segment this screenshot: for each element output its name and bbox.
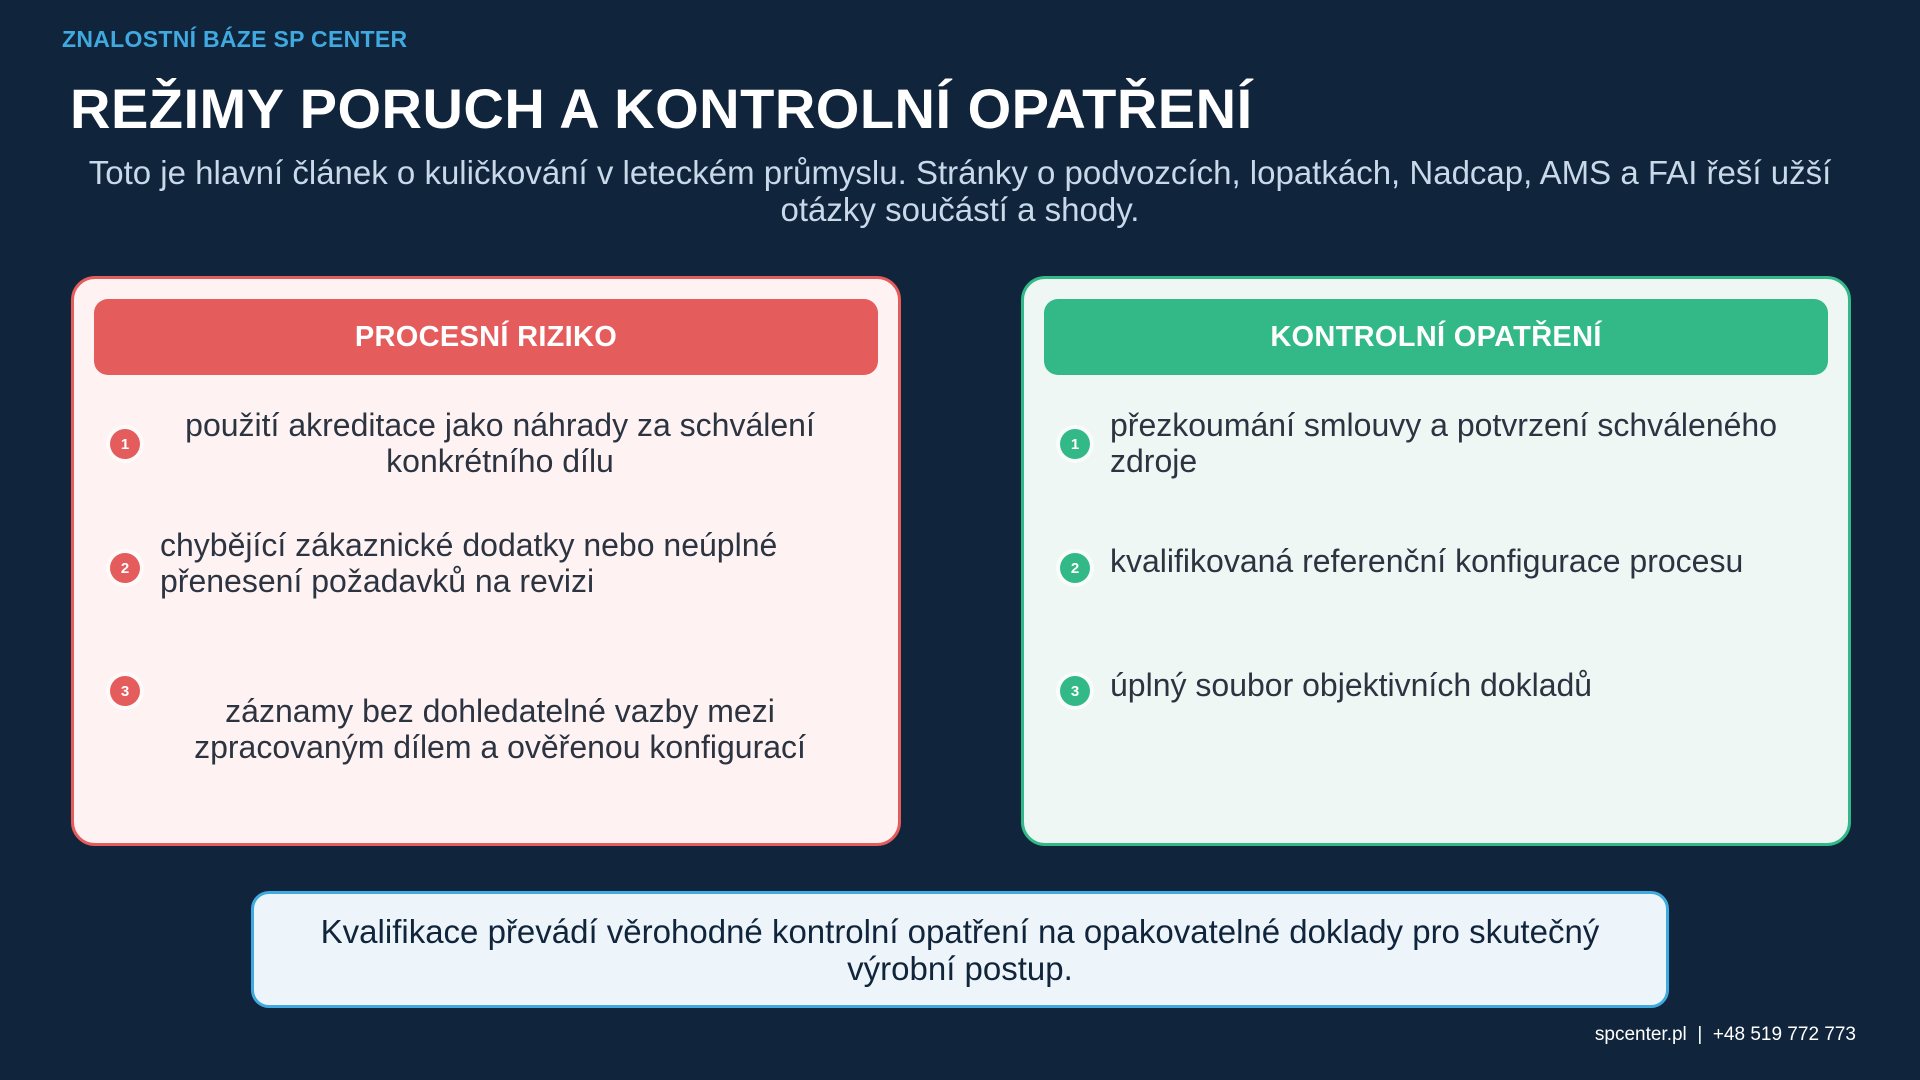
control-item-text: kvalifikovaná referenční konfigurace procesu [1110,543,1744,579]
contact-info: spcenter.pl | +48 519 772 773 [1594,1024,1856,1045]
control-item-number: 1 [1060,429,1090,459]
risk-item-number: 1 [110,429,140,459]
control-panel [1021,276,1851,846]
risk-panel-heading: PROCESNÍ RIZIKO [94,299,878,375]
summary-text: Kvalifikace převádí věrohodné kontrolní opatření na opakovatelné doklady pro skutečný výrobní postup. [320,912,1600,987]
page-subtitle: Toto je hlavní článek o kuličkování v leteckém průmyslu. Stránky o podvozcích, lopatkách, Nadcap, AMS a FAI řeší užší otázky součástí a shody. [88,154,1832,228]
page-title: REŽIMY PORUCH A KONTROLNÍ OPATŘENÍ [70,77,1253,140]
control-item-number: 3 [1060,676,1090,706]
control-item-text: přezkoumání smlouvy a potvrzení schváleného zdroje [1110,407,1778,479]
risk-item-number: 3 [110,676,140,706]
control-item-text: úplný soubor objektivních dokladů [1110,667,1593,703]
summary-callout [251,891,1669,1008]
risk-item-number: 2 [110,553,140,583]
control-item-number: 2 [1060,553,1090,583]
control-panel-heading: KONTROLNÍ OPATŘENÍ [1044,299,1828,375]
risk-item-text: záznamy bez dohledatelné vazby mezi zpracovaným dílem a ověřenou konfigurací [194,693,806,765]
risk-panel [71,276,901,846]
risk-item-text: chybějící zákaznické dodatky nebo neúplné přenesení požadavků na revizi [160,527,778,599]
eyebrow-label: ZNALOSTNÍ BÁZE SP CENTER [62,26,408,52]
risk-item-text: použití akreditace jako náhrady za schválení konkrétního dílu [185,407,815,479]
